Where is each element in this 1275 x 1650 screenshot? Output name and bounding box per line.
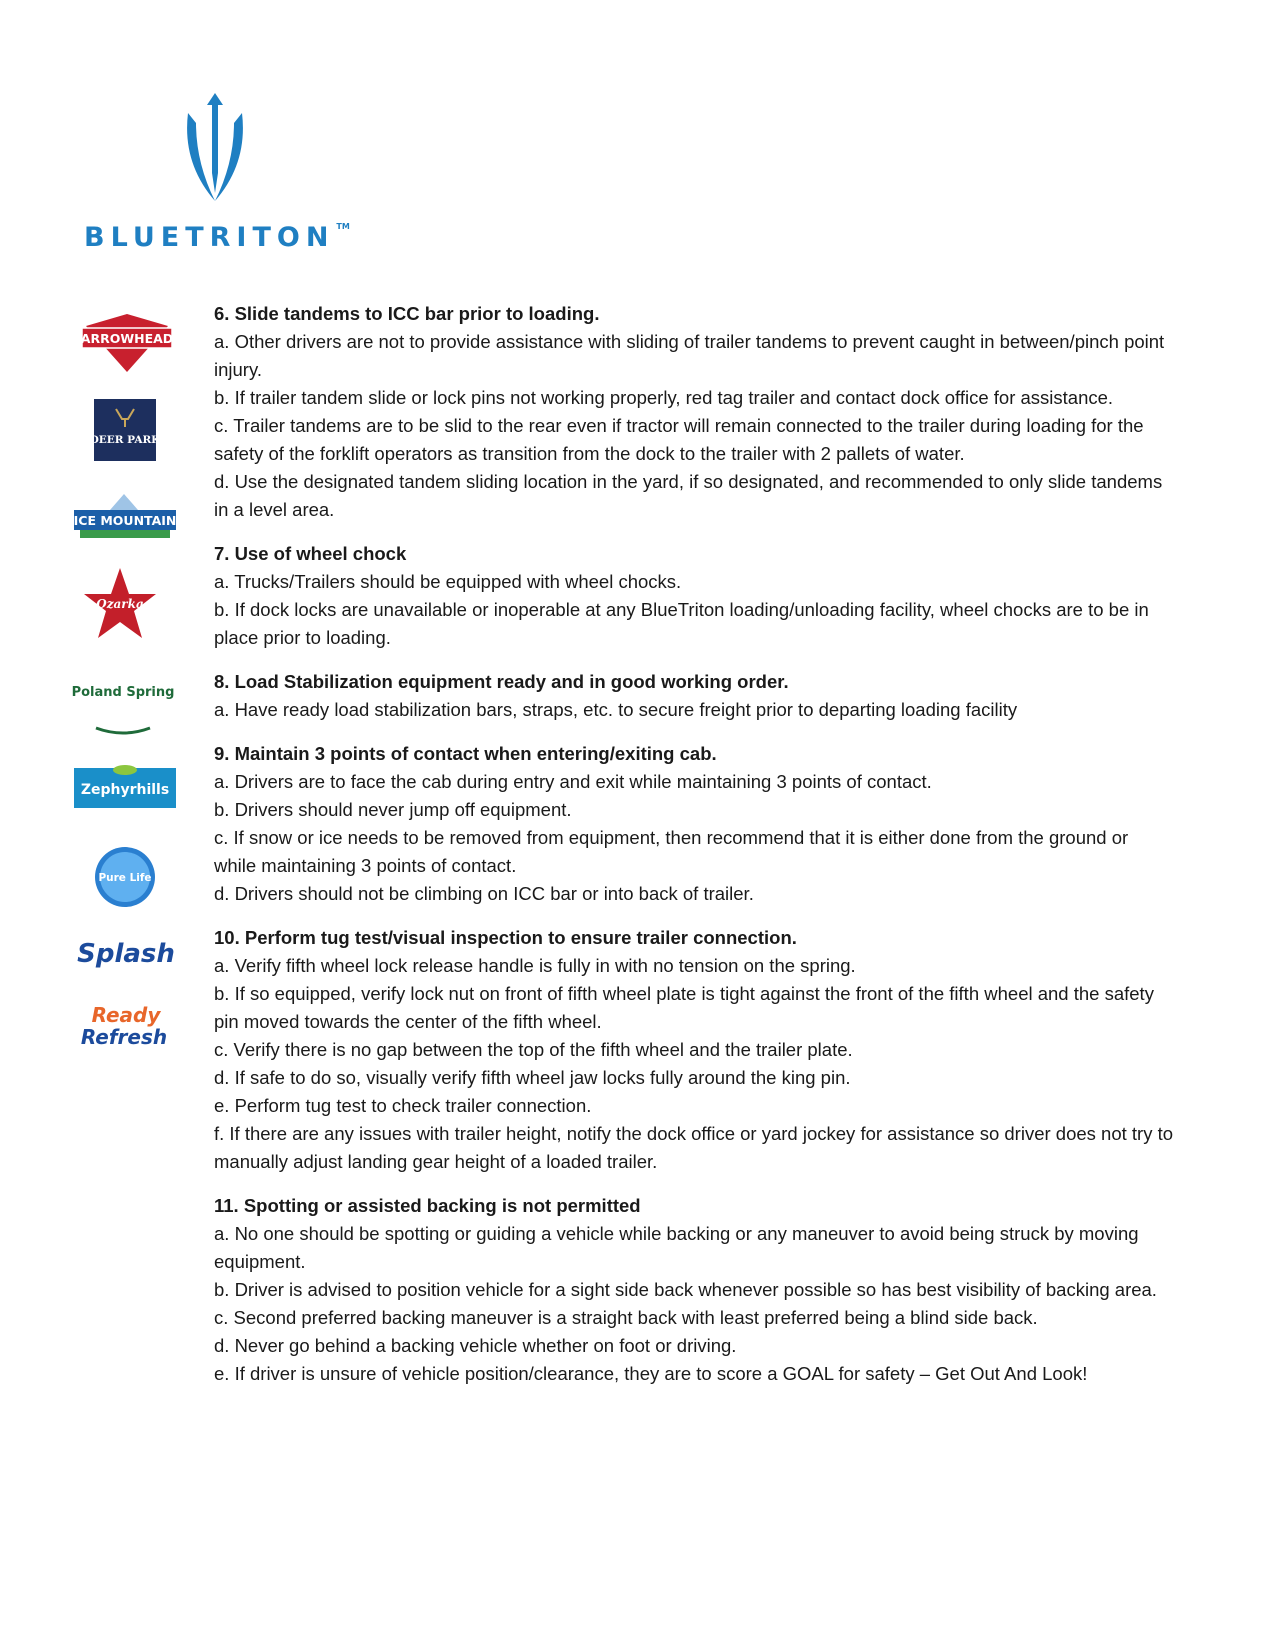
list-item: d. Drivers should not be climbing on ICC bar or into back of trailer. — [214, 883, 754, 904]
deer-park-logo — [89, 399, 161, 461]
svg-text:ICE MOUNTAIN: ICE MOUNTAIN — [73, 513, 177, 528]
ice-mountain-logo — [74, 488, 176, 540]
section-heading: 7. Use of wheel chock — [214, 543, 407, 564]
poland-spring-logo — [71, 672, 175, 734]
list-item: a. No one should be spotting or guiding a vehicle while backing or any maneuver to avoid being struck by moving equipment. — [214, 1223, 1139, 1272]
list-item: d. Use the designated tandem sliding location in the yard, if so designated, and recommended to only slide tandems in a level area. — [214, 471, 1163, 520]
svg-text:Splash: Splash — [77, 939, 175, 969]
svg-text:Poland Spring: Poland Spring — [71, 685, 175, 700]
list-item: b. If trailer tandem slide or lock pins not working properly, red tag trailer and contact dock office for assistance. — [214, 387, 1114, 408]
list-item: c. If snow or ice needs to be removed from equipment, then recommend that it is either done from the ground or while maintaining 3 points of contact. — [214, 827, 1129, 876]
safety-procedures — [214, 300, 1174, 1404]
section-heading: 11. Spotting or assisted backing is not permitted — [214, 1195, 641, 1216]
svg-text:DEER PARK: DEER PARK — [89, 434, 161, 446]
list-item: b. If dock locks are unavailable or inoperable at any BlueTriton loading/unloading facility, wheel chocks are to be in place prior to loading. — [214, 599, 1149, 648]
list-item: d. If safe to do so, visually verify fifth wheel jaw locks fully around the king pin. — [214, 1067, 851, 1088]
section-9 — [214, 740, 1174, 908]
list-item: b. Drivers should never jump off equipment. — [214, 799, 572, 820]
readyrefresh-logo — [76, 1002, 176, 1052]
list-item: a. Drivers are to face the cab during entry and exit while maintaining 3 points of contact. — [214, 771, 932, 792]
section-heading: 8. Load Stabilization equipment ready and in good working order. — [214, 671, 789, 692]
section-7 — [214, 540, 1174, 652]
section-6 — [214, 300, 1174, 524]
list-item: e. Perform tug test to check trailer connection. — [214, 1095, 592, 1116]
splash-logo — [74, 932, 178, 974]
section-11 — [214, 1192, 1174, 1388]
arrowhead-logo — [80, 312, 174, 374]
svg-text:Pure Life: Pure Life — [98, 872, 152, 884]
section-10 — [214, 924, 1174, 1176]
list-item: a. Other drivers are not to provide assistance with sliding of trailer tandems to prevent caught in between/pinch point injury. — [214, 331, 1165, 380]
list-item: a. Have ready load stabilization bars, straps, etc. to secure freight prior to departing loading facility — [214, 699, 1018, 720]
section-heading: 9. Maintain 3 points of contact when entering/exiting cab. — [214, 743, 717, 764]
list-item: f. If there are any issues with trailer height, notify the dock office or yard jockey for assistance so driver does not try to manually adjust landing gear height of a loaded trailer. — [214, 1123, 1174, 1172]
svg-text:Zephyrhills: Zephyrhills — [80, 782, 170, 798]
nestle-pure-life-logo — [93, 845, 157, 909]
list-item: c. Second preferred backing maneuver is a straight back with least preferred being a blind side back. — [214, 1307, 1038, 1328]
section-heading: 6. Slide tandems to ICC bar prior to loading. — [214, 303, 600, 324]
section-heading: 10. Perform tug test/visual inspection to ensure trailer connection. — [214, 927, 797, 948]
ozarka-logo — [84, 566, 156, 642]
list-item: d. Never go behind a backing vehicle whether on foot or driving. — [214, 1335, 737, 1356]
list-item: b. Driver is advised to position vehicle for a sight side back whenever possible so has best visibility of backing area. — [214, 1279, 1157, 1300]
bluetriton-trident-logo — [182, 93, 248, 205]
list-item: e. If driver is unsure of vehicle position/clearance, they are to score a GOAL for safety – Get Out And Look! — [214, 1363, 1088, 1384]
list-item: c. Verify there is no gap between the top of the fifth wheel and the trailer plate. — [214, 1039, 853, 1060]
list-item: c. Trailer tandems are to be slid to the rear even if tractor will remain connected to the trailer during loading for the safety of the forklift operators as transition from the dock to the trailer with 2 pallets of water. — [214, 415, 1144, 464]
svg-text:Ozarka: Ozarka — [96, 597, 144, 611]
list-item: a. Trucks/Trailers should be equipped with wheel chocks. — [214, 571, 682, 592]
section-8 — [214, 668, 1174, 724]
bluetriton-wordmark: BLUETRITON ™ — [84, 222, 350, 253]
zephyrhills-logo — [74, 764, 176, 810]
svg-text:Refresh: Refresh — [80, 1025, 168, 1049]
svg-text:Ready: Ready — [91, 1003, 161, 1027]
svg-text:ARROWHEAD: ARROWHEAD — [80, 331, 174, 346]
list-item: a. Verify fifth wheel lock release handle is fully in with no tension on the spring. — [214, 955, 856, 976]
list-item: b. If so equipped, verify lock nut on front of fifth wheel plate is tight against the front of the fifth wheel and the safety pin moved towards the center of the fifth wheel. — [214, 983, 1154, 1032]
